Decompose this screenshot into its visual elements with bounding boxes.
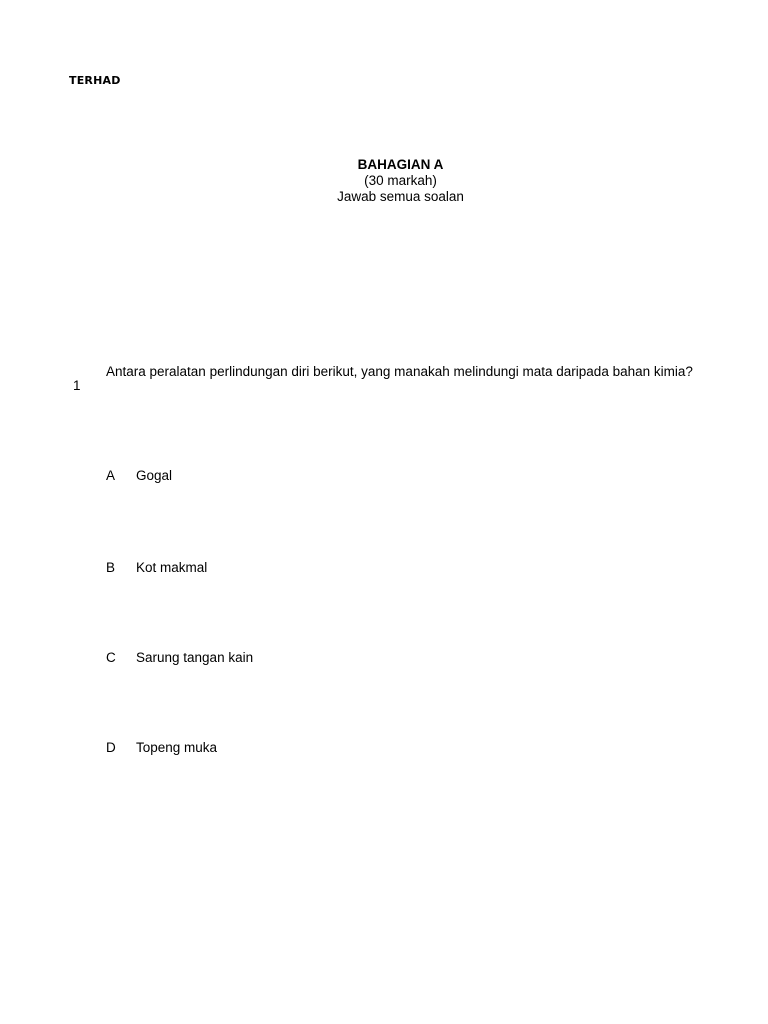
option-letter: B [106,560,116,575]
option-a [106,468,172,484]
option-letter: D [106,740,116,755]
classification-label: TERHAD [69,74,121,87]
option-d [106,740,217,756]
section-title: BAHAGIAN A [357,157,444,172]
option-b [106,560,207,576]
option-letter: A [106,468,116,483]
option-text: Topeng muka [136,740,218,755]
question-stem: Antara peralatan perlindungan diri berikut, yang manakah melindungi mata daripada bahan kimia? [106,364,693,379]
question-number: 1 [73,378,81,393]
section-instruction: Jawab semua soalan [337,189,464,204]
option-text: Gogal [136,468,173,483]
option-text: Kot makmal [136,560,208,575]
section-marks: (30 markah) [364,173,437,188]
option-c [106,650,253,666]
option-letter: C [106,650,116,665]
section-header [0,157,768,205]
option-text: Sarung tangan kain [136,650,254,665]
